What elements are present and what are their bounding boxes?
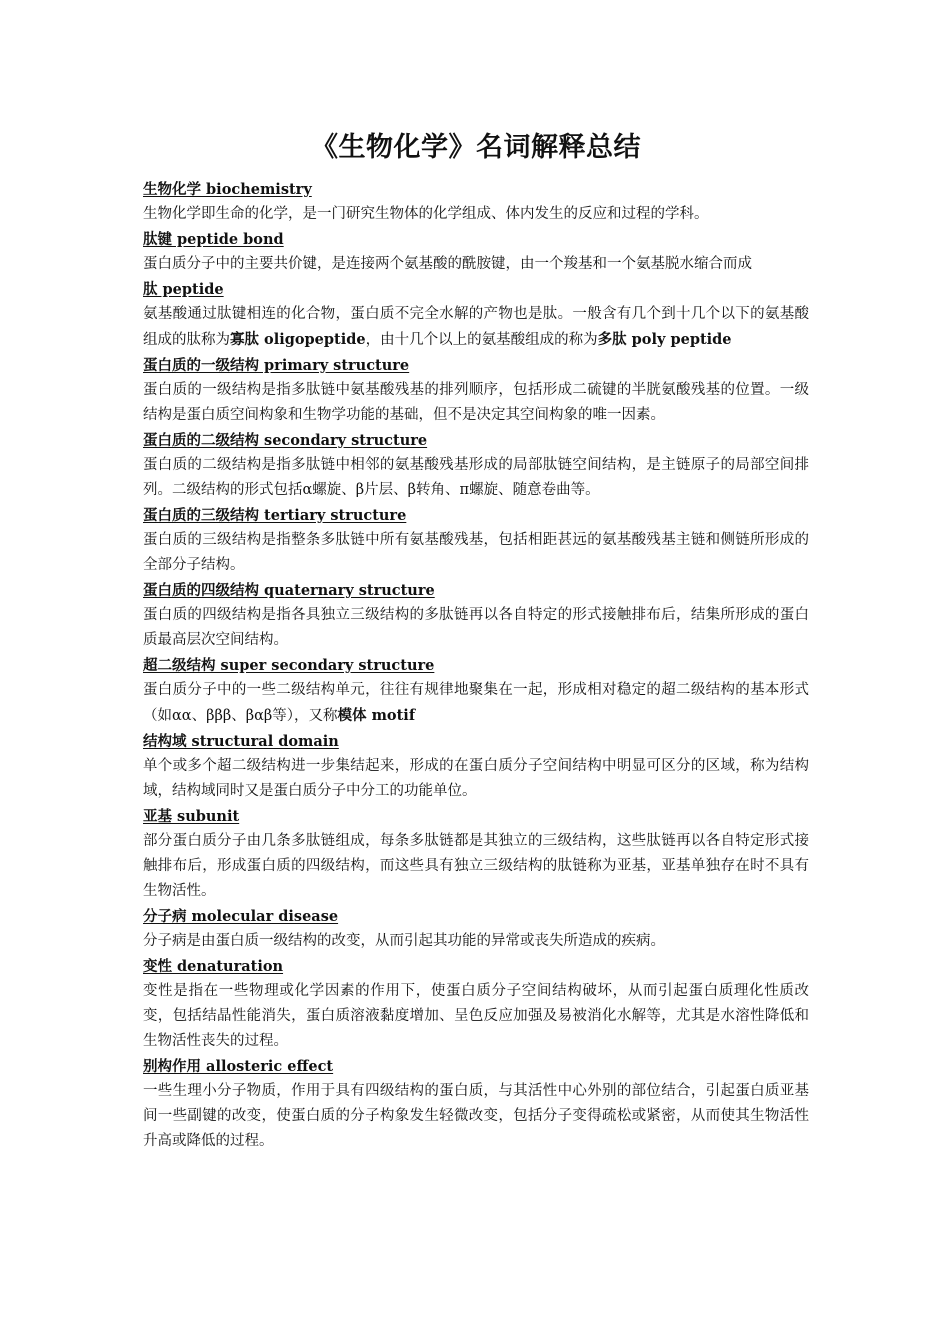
entry-molecular-disease [143, 904, 809, 954]
bold-term-motif: 模体 motif [337, 707, 416, 724]
term-heading: 生物化学 biochemistry [143, 181, 312, 198]
entry-quaternary-structure [143, 578, 809, 653]
term-definition: 蛋白质的二级结构是指多肽链中相邻的氨基酸残基形成的局部肽链空间结构，是主链原子的局部空间排列。二级结构的形式包括α螺旋、β片层、β转角、π螺旋、随意卷曲等。 [143, 457, 809, 498]
term-definition: 蛋白质的三级结构是指整条多肽链中所有氨基酸残基，包括相距甚远的氨基酸残基主链和侧链所形成的全部分子结构。 [143, 532, 809, 573]
term-definition: 部分蛋白质分子由几条多肽链组成，每条多肽链都是其独立的三级结构，这些肽链再以各自特定形式接触排布后，形成蛋白质的四级结构，而这些具有独立三级结构的肽链称为亚基，亚基单独存在时不具有生物活性。 [143, 833, 809, 899]
term-definition: 蛋白质分子中的主要共价键，是连接两个氨基酸的酰胺键，由一个羧基和一个氨基脱水缩合而成 [143, 256, 752, 272]
entry-tertiary-structure [143, 503, 809, 578]
entry-primary-structure [143, 353, 809, 428]
term-definition: 变性是指在一些物理或化学因素的作用下，使蛋白质分子空间结构破坏，从而引起蛋白质理化性质改变，包括结晶性能消失，蛋白质溶液黏度增加、呈色反应加强及易被消化水解等，尤其是水溶性降低和生物活性丧失的过程。 [143, 983, 809, 1049]
document-title: 《生物化学》名词解释总结 [311, 132, 641, 163]
document-body [143, 128, 809, 1154]
entry-peptide-bond [143, 227, 809, 277]
term-definition: 蛋白质分子中的一些二级结构单元，往往有规律地聚集在一起，形成相对稳定的超二级结构的基本形式（如αα、βββ、βαβ等），又称模体 motif [143, 682, 809, 724]
bold-term-polypeptide: 多肽 poly peptide [597, 331, 732, 348]
term-heading: 蛋白质的二级结构 secondary structure [143, 432, 428, 449]
term-definition: 分子病是由蛋白质一级结构的改变，从而引起其功能的异常或丧失所造成的疾病。 [143, 933, 665, 949]
term-heading: 蛋白质的一级结构 primary structure [143, 357, 410, 374]
term-heading: 别构作用 allosteric effect [143, 1058, 334, 1075]
term-heading: 超二级结构 super secondary structure [143, 657, 435, 674]
term-definition: 一些生理小分子物质，作用于具有四级结构的蛋白质，与其活性中心外别的部位结合，引起蛋白质亚基间一些副键的改变，使蛋白质的分子构象发生轻微改变，包括分子变得疏松或紧密，从而使其生物活性升高或降低的过程。 [143, 1083, 809, 1149]
entry-super-secondary-structure [143, 653, 809, 729]
term-heading: 肽 peptide [143, 281, 224, 298]
bold-term-oligopeptide: 寡肽 oligopeptide [230, 331, 366, 348]
term-heading: 亚基 subunit [143, 808, 240, 825]
term-heading: 肽键 peptide bond [143, 231, 284, 248]
term-heading: 变性 denaturation [143, 958, 284, 975]
term-definition: 蛋白质的四级结构是指各具独立三级结构的多肽链再以各自特定的形式接触排布后，结集所形成的蛋白质最高层次空间结构。 [143, 607, 809, 648]
term-heading: 蛋白质的四级结构 quaternary structure [143, 582, 435, 599]
entry-peptide [143, 277, 809, 353]
term-heading: 结构域 structural domain [143, 733, 339, 750]
entry-allosteric-effect [143, 1054, 809, 1154]
term-heading: 蛋白质的三级结构 tertiary structure [143, 507, 407, 524]
entry-biochemistry [143, 177, 809, 227]
term-heading: 分子病 molecular disease [143, 908, 339, 925]
entry-structural-domain [143, 729, 809, 804]
entry-denaturation [143, 954, 809, 1054]
term-definition: 蛋白质的一级结构是指多肽链中氨基酸残基的排列顺序，包括形成二硫键的半胱氨酸残基的位置。一级结构是蛋白质空间构象和生物学功能的基础，但不是决定其空间构象的唯一因素。 [143, 382, 809, 423]
term-definition: 单个或多个超二级结构进一步集结起来，形成的在蛋白质分子空间结构中明显可区分的区域，称为结构域，结构域同时又是蛋白质分子中分工的功能单位。 [143, 758, 809, 799]
term-definition: 生物化学即生命的化学，是一门研究生物体的化学组成、体内发生的反应和过程的学科。 [143, 206, 709, 222]
entry-subunit [143, 804, 809, 904]
term-definition: 氨基酸通过肽键相连的化合物，蛋白质不完全水解的产物也是肽。一般含有几个到十几个以下的氨基酸组成的肽称为寡肽 oligopeptide，由十几个以上的氨基酸组成的称为多肽 poly peptide [143, 306, 809, 348]
entry-secondary-structure [143, 428, 809, 503]
